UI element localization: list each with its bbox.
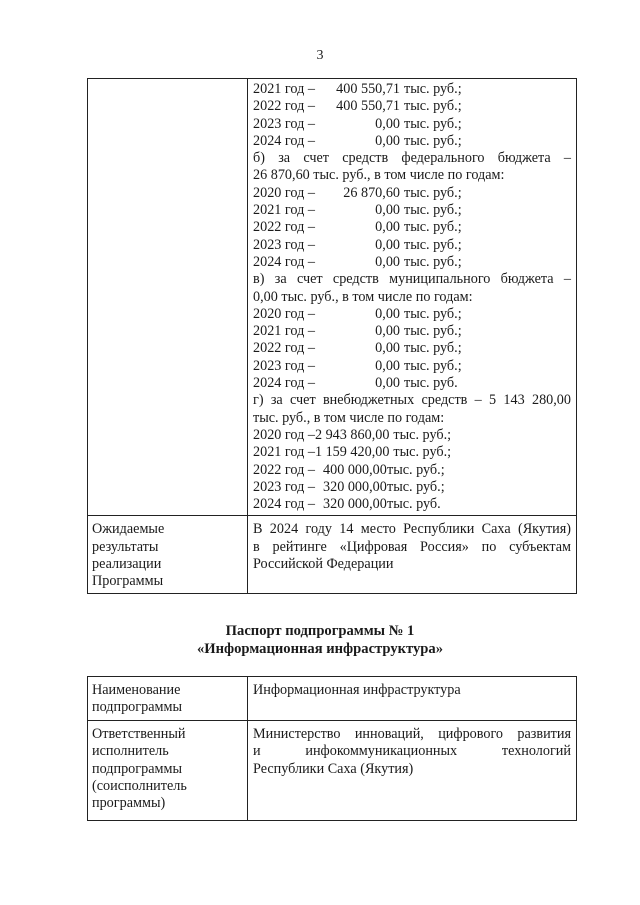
year-line: 2024 год – 0,00 тыс. руб.; — [253, 253, 462, 270]
year-line: 2023 год – 0,00 тыс. руб.; — [253, 115, 462, 132]
subprogram-heading — [0, 622, 640, 658]
federal-years-list — [253, 185, 571, 271]
federal-budget-line: б) за счет средств федерального бюджета – — [253, 150, 571, 167]
year-line: 2021 год – 0,00 тыс. руб.; — [253, 202, 462, 219]
year-line: 2022 год – 400 000,00 тыс. руб.; — [253, 461, 445, 478]
municipal-budget-total: 0,00 тыс. руб., в том числе по годам: — [253, 288, 473, 305]
responsible-executor-label: Ответственный исполнитель подпрограммы (соисполнитель программы) — [88, 721, 248, 821]
program-passport-table — [87, 78, 577, 594]
expected-results-text: В 2024 году 14 место Республики Саха (Якутия) в рейтинге «Цифровая Россия» по субъектам Российской Федерации — [248, 516, 577, 593]
year-line: 2024 год – 0,00 тыс. руб.; — [253, 132, 462, 149]
federal-budget-total: 26 870,60 тыс. руб., в том числе по годам: — [253, 167, 505, 184]
extrabudgetary-total: тыс. руб., в том числе по годам: — [253, 409, 445, 426]
extrabudgetary-years-list — [253, 427, 571, 513]
responsible-executor-row — [88, 721, 577, 821]
year-line: 2023 год – 0,00 тыс. руб.; — [253, 236, 462, 253]
year-line: 2020 год – 0,00 тыс. руб.; — [253, 305, 462, 322]
year-line: 2021 год – 400 550,71 тыс. руб.; — [253, 81, 462, 97]
responsible-executor-value: Министерство инноваций, цифрового развития и инфокоммуникационных технологий Республики Саха (Якутия) — [248, 721, 577, 821]
extrabudgetary-line: г) за счет внебюджетных средств – 5 143 280,00 — [253, 392, 571, 409]
year-line: 2023 год – 320 000,00 тыс. руб.; — [253, 478, 445, 495]
subprogram-passport-table — [87, 676, 577, 821]
year-line: 2020 год – 2 943 860,00 тыс. руб.; — [253, 426, 452, 443]
municipal-years-list — [253, 306, 571, 392]
year-line: 2021 год – 1 159 420,00 тыс. руб.; — [253, 444, 452, 461]
subprogram-name-row — [88, 677, 577, 721]
funding-label-cell — [88, 79, 248, 516]
year-line: 2022 год – 400 550,71 тыс. руб.; — [253, 98, 462, 115]
municipal-budget-line: в) за счет средств муниципального бюджета – — [253, 271, 571, 288]
year-line: 2022 год – 0,00 тыс. руб.; — [253, 340, 462, 357]
expected-results-label: Ожидаемые результаты реализации Программы — [88, 516, 248, 593]
year-line: 2023 год – 0,00 тыс. руб.; — [253, 357, 462, 374]
expected-results-row — [88, 516, 577, 593]
top-years-list — [253, 81, 571, 150]
year-line: 2024 год – 0,00 тыс. руб. — [253, 375, 458, 392]
funding-row — [88, 79, 577, 516]
year-line: 2020 год – 26 870,60 тыс. руб.; — [253, 184, 462, 201]
year-line: 2024 год – 320 000,00 тыс. руб. — [253, 496, 441, 513]
page-number: 3 — [316, 48, 324, 63]
year-line: 2022 год – 0,00 тыс. руб.; — [253, 219, 462, 236]
heading-line-1: Паспорт подпрограммы № 1 — [225, 623, 415, 639]
subprogram-name-value: Информационная инфраструктура — [248, 677, 577, 721]
year-line: 2021 год – 0,00 тыс. руб.; — [253, 323, 462, 340]
heading-line-2: «Информационная инфраструктура» — [196, 641, 444, 657]
funding-content-cell — [248, 79, 577, 516]
subprogram-name-label: Наименование подпрограммы — [88, 677, 248, 721]
